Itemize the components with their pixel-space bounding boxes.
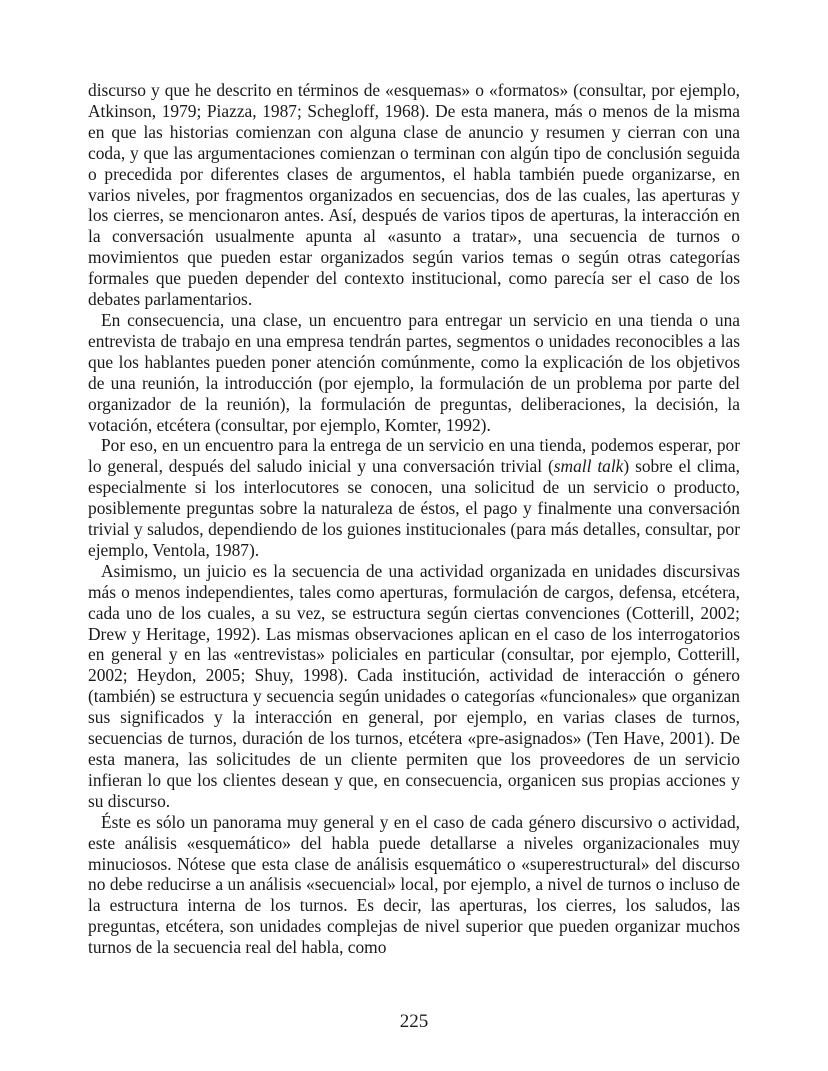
paragraph-4 [88,561,740,812]
paragraph-2-text: En consecuencia, una clase, un encuentro para entregar un servicio en una tienda o una entrevista de trabajo en una empresa tendrán partes, segmentos o unidades reconocibles a las que los hablantes pueden poner atención comúnmente, como la explicación de los objetivos de una reunión, la introducción (por ejemplo, la formulación de un problema por parte del organizador de la reunión), la formulación de preguntas, deliberaciones, la decisión, la votación, etcétera (consultar, por ejemplo, Komter, 1992). [88,309,740,435]
paragraph-1-text: discurso y que he descrito en términos de «esquemas» o «formatos» (consultar, por ejemplo, Atkinson, 1979; Piazza, 1987; Schegloff, 1968). De esta manera, más o menos de la misma en que las historias comienzan con alguna clase de anuncio y resumen y cierran con una coda, y que las argumentaciones comienzan o terminan con algún tipo de conclusión seguida o precedida por diferentes clases de argumentos, el habla también puede organizarse, en varios niveles, por fragmentos organizados en secuencias, dos de las cuales, las aperturas y los cierres, se mencionaron antes. Así, después de varios tipos de aperturas, la interacción en la conversación usualmente apunta al «asunto a tratar», una secuencia de turnos o movimientos que pueden estar organizados según varios temas o según otras categorías formales que pueden depender del contexto institucional, como parecía ser el caso de los debates parlamentarios. [88,80,740,310]
paragraph-5-text: Éste es sólo un panorama muy general y en el caso de cada género discursivo o actividad, este análisis «esquemático» del habla puede detallarse a niveles organizacionales muy minuciosos. Nótese que esta clase de análisis esquemático o «superestructural» del discurso no debe reducirse a un análisis «secuencial» local, por ejemplo, a nivel de turnos o incluso de la estructura interna de los turnos. Es decir, las aperturas, los cierres, los saludos, las preguntas, etcétera, son unidades complejas de nivel superior que pueden organizar muchos turnos de la secuencia real del habla, como [88,811,740,958]
page-number: 225 [399,1011,429,1032]
paragraph-3-italic-term: small talk [553,456,624,477]
paragraph-3-text-a: Por eso, en un encuentro para la entrega de un servicio en una tienda, podemos esperar, por lo general, después del saludo inicial y una conversación trivial ( [88,435,740,477]
paragraph-4-text: Asimismo, un juicio es la secuencia de una actividad organizada en unidades discursivas más o menos independientes, tales como aperturas, formulación de cargos, defensa, etcétera, cada uno de los cuales, a su vez, se estructura según ciertas convenciones (Cotterill, 2002; Drew y Heritage, 1992). Las mismas observaciones aplican en el caso de los interrogatorios en general y en las «entrevistas» policiales en particular (consultar, por ejemplo, Cotterill, 2002; Heydon, 2005; Shuy, 1998). Cada institución, actividad de interacción o género (también) se estructura y secuencia según unidades o categorías «funcionales» que organizan sus significados y la interacción en general, por ejemplo, en varias clases de turnos, secuencias de turnos, duración de los turnos, etcétera «pre-asignados» (Ten Have, 2001). De esta manera, las solicitudes de un cliente permiten que los proveedores de un servicio infieran lo que los clientes desean y que, en consecuencia, organicen sus propias acciones y su discurso. [88,560,740,811]
page-body [88,80,740,958]
paragraph-1 [88,80,740,310]
paragraph-3 [88,435,740,560]
paragraph-5 [88,812,740,958]
paragraph-3-text-b: ) sobre el clima, especialmente si los interlocutores se conocen, una solicitud de un servicio o producto, posiblemente preguntas sobre la naturaleza de éstos, el pago y finalmente una conversación trivial y saludos, dependiendo de los guiones institucionales (para más detalles, consultar, por ejemplo, Ventola, 1987). [88,456,740,560]
paragraph-2 [88,310,740,435]
